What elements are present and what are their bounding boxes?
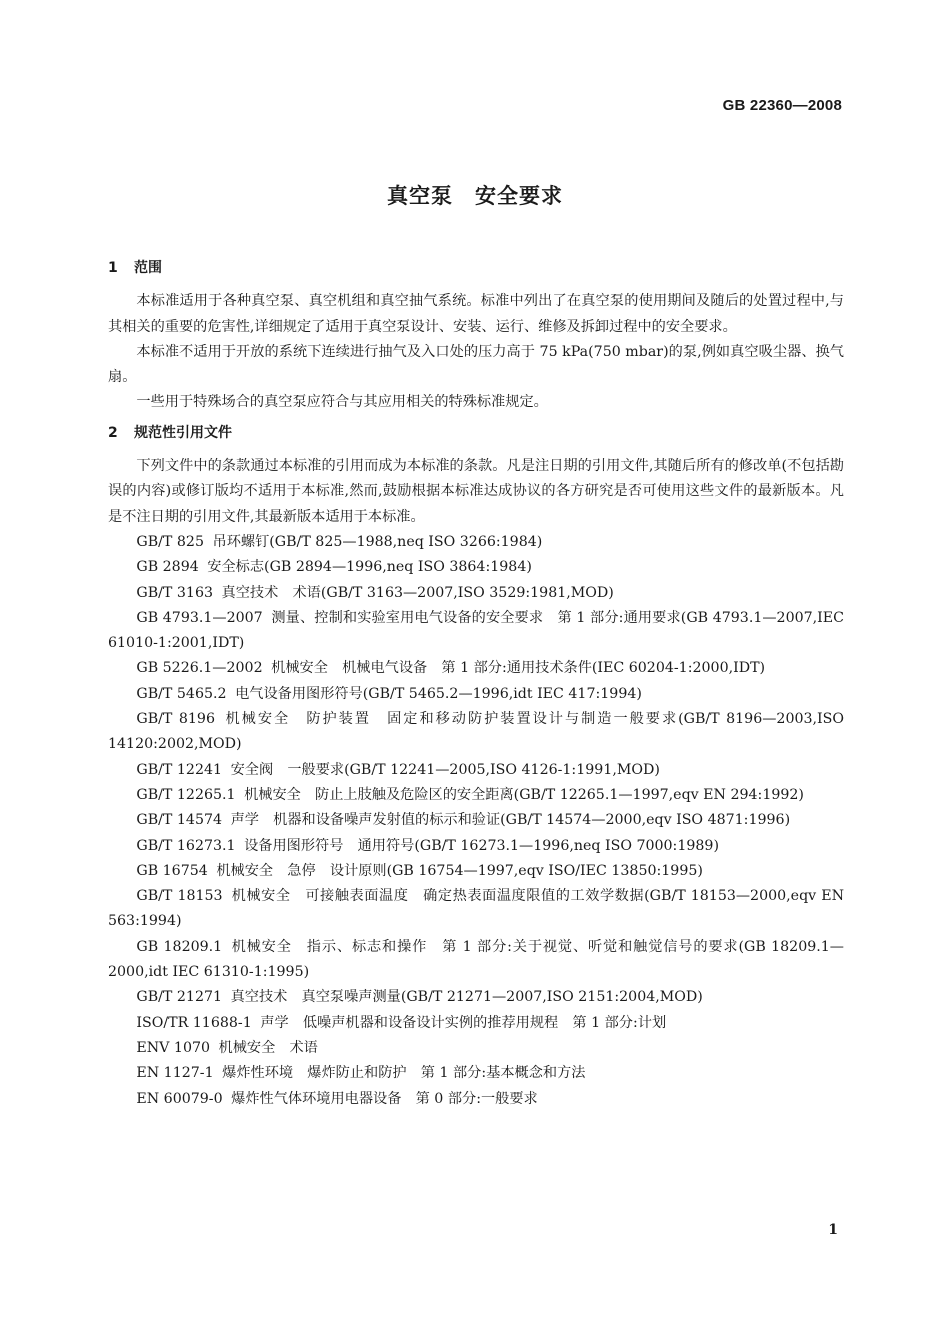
reference-item <box>108 1061 844 1086</box>
reference-item <box>108 859 844 884</box>
reference-item <box>108 555 844 580</box>
reference-code: GB 16754 <box>136 862 208 879</box>
reference-text: 机械安全 指示、标志和操作 第 1 部分:关于视觉、听觉和触觉信号的要求(GB 18209.1—2000,idt IEC 61310-1:1995) <box>108 938 844 981</box>
reference-code: GB 5226.1—2002 <box>136 660 263 677</box>
reference-code: ENV 1070 <box>136 1039 211 1056</box>
document-title <box>0 180 950 210</box>
reference-text: 真空技术 术语(GB/T 3163—2007,ISO 3529:1981,MOD) <box>221 584 614 601</box>
reference-item <box>108 682 844 707</box>
reference-code: GB/T 12241 <box>136 761 223 778</box>
section-2-intro: 下列文件中的条款通过本标准的引用而成为本标准的条款。凡是注日期的引用文件,其随后所有的修改单(不包括勘误的内容)或修订版均不适用于本标准,然而,鼓励根据本标准达成协议的各方研究是否可使用这些文件的最新版本。凡是不注日期的引用文件,其最新版本适用于本标准。 <box>108 458 844 525</box>
reference-text: 爆炸性环境 爆炸防止和防护 第 1 部分:基本概念和方法 <box>222 1065 586 1082</box>
reference-text: 电气设备用图形符号(GB/T 5465.2—1996,idt IEC 417:1994) <box>235 685 642 702</box>
reference-item <box>108 606 844 657</box>
reference-text: 机械安全 机械电气设备 第 1 部分:通用技术条件(IEC 60204-1:2000,IDT) <box>271 660 766 677</box>
reference-text: 安全阀 一般要求(GB/T 12241—2005,ISO 4126-1:1991,MOD) <box>230 761 660 778</box>
reference-text: 机械安全 防护装置 固定和移动防护装置设计与制造一般要求(GB/T 8196—2003,ISO 14120:2002,MOD) <box>108 711 844 753</box>
section-1-heading <box>108 256 844 281</box>
reference-code: GB/T 825 <box>136 533 204 550</box>
section-1-title: 范围 <box>134 260 162 276</box>
reference-item <box>108 1036 844 1061</box>
reference-item <box>108 834 844 859</box>
reference-code: GB/T 8196 <box>136 711 215 728</box>
page-number: 1 <box>828 1222 838 1238</box>
reference-code: GB/T 18153 <box>136 888 223 905</box>
section-1-paragraph: 本标准不适用于开放的系统下连续进行抽气及入口处的压力高于 75 kPa(750 mbar)的泵,例如真空吸尘器、换气扇。 <box>108 343 844 386</box>
reference-code: GB/T 21271 <box>136 989 223 1006</box>
title-part-2: 安全要求 <box>475 184 563 208</box>
reference-text: 声学 低噪声机器和设备设计实例的推荐用规程 第 1 部分:计划 <box>260 1014 667 1031</box>
reference-text: 安全标志(GB 2894—1996,neq ISO 3864:1984) <box>207 559 532 576</box>
reference-item <box>108 1087 844 1112</box>
reference-item <box>108 808 844 833</box>
reference-item <box>108 656 844 681</box>
reference-text: 爆炸性气体环境用电器设备 第 0 部分:一般要求 <box>231 1090 538 1107</box>
reference-text: 机械安全 可接触表面温度 确定热表面温度限值的工效学数据(GB/T 18153—2000,eqv EN 563:1994) <box>108 888 844 930</box>
reference-code: GB/T 3163 <box>136 584 214 601</box>
section-2-heading <box>108 421 844 446</box>
section-1-paragraph: 本标准适用于各种真空泵、真空机组和真空抽气系统。标准中列出了在真空泵的使用期间及随后的处置过程中,与其相关的重要的危害性,详细规定了适用于真空泵设计、安装、运行、维修及拆卸过程中的安全要求。 <box>108 293 844 335</box>
reference-item <box>108 935 844 986</box>
reference-code: GB 4793.1—2007 <box>136 609 263 626</box>
reference-item <box>108 581 844 606</box>
reference-item <box>108 1011 844 1036</box>
reference-code: GB 2894 <box>136 559 199 576</box>
document-body <box>108 256 844 1112</box>
reference-code: GB/T 5465.2 <box>136 685 227 702</box>
reference-code: GB 18209.1 <box>136 938 223 955</box>
reference-text: 真空技术 真空泵噪声测量(GB/T 21271—2007,ISO 2151:2004,MOD) <box>230 989 703 1006</box>
reference-text: 设备用图形符号 通用符号(GB/T 16273.1—1996,neq ISO 7000:1989) <box>244 837 719 854</box>
reference-code: EN 60079-0 <box>136 1090 223 1107</box>
reference-code: GB/T 14574 <box>136 812 223 829</box>
reference-code: GB/T 12265.1 <box>136 786 236 803</box>
section-1-paragraph: 一些用于特殊场合的真空泵应符合与其应用相关的特殊标准规定。 <box>136 394 548 411</box>
standard-code: GB 22360—2008 <box>722 97 842 114</box>
title-part-1: 真空泵 <box>387 184 453 208</box>
reference-item <box>108 884 844 935</box>
reference-item <box>108 985 844 1010</box>
reference-code: EN 1127-1 <box>136 1065 214 1082</box>
reference-text: 机械安全 术语 <box>218 1039 318 1056</box>
reference-text: 测量、控制和实验室用电气设备的安全要求 第 1 部分:通用要求(GB 4793.1—2007,IEC 61010-1:2001,IDT) <box>108 609 844 652</box>
reference-item <box>108 530 844 555</box>
reference-item <box>108 707 844 758</box>
reference-item <box>108 758 844 783</box>
reference-item <box>108 783 844 808</box>
reference-text: 声学 机器和设备噪声发射值的标示和验证(GB/T 14574—2000,eqv ISO 4871:1996) <box>230 812 791 829</box>
reference-text: 机械安全 急停 设计原则(GB 16754—1997,eqv ISO/IEC 13850:1995) <box>216 862 703 879</box>
reference-code: GB/T 16273.1 <box>136 837 236 854</box>
section-1-number: 1 <box>108 260 118 276</box>
section-2-number: 2 <box>108 424 118 441</box>
section-2-title: 规范性引用文件 <box>134 424 232 441</box>
reference-text: 机械安全 防止上肢触及危险区的安全距离(GB/T 12265.1—1997,eqv EN 294:1992) <box>244 786 804 803</box>
reference-text: 吊环螺钉(GB/T 825—1988,neq ISO 3266:1984) <box>212 533 543 550</box>
reference-code: ISO/TR 11688-1 <box>136 1014 252 1031</box>
